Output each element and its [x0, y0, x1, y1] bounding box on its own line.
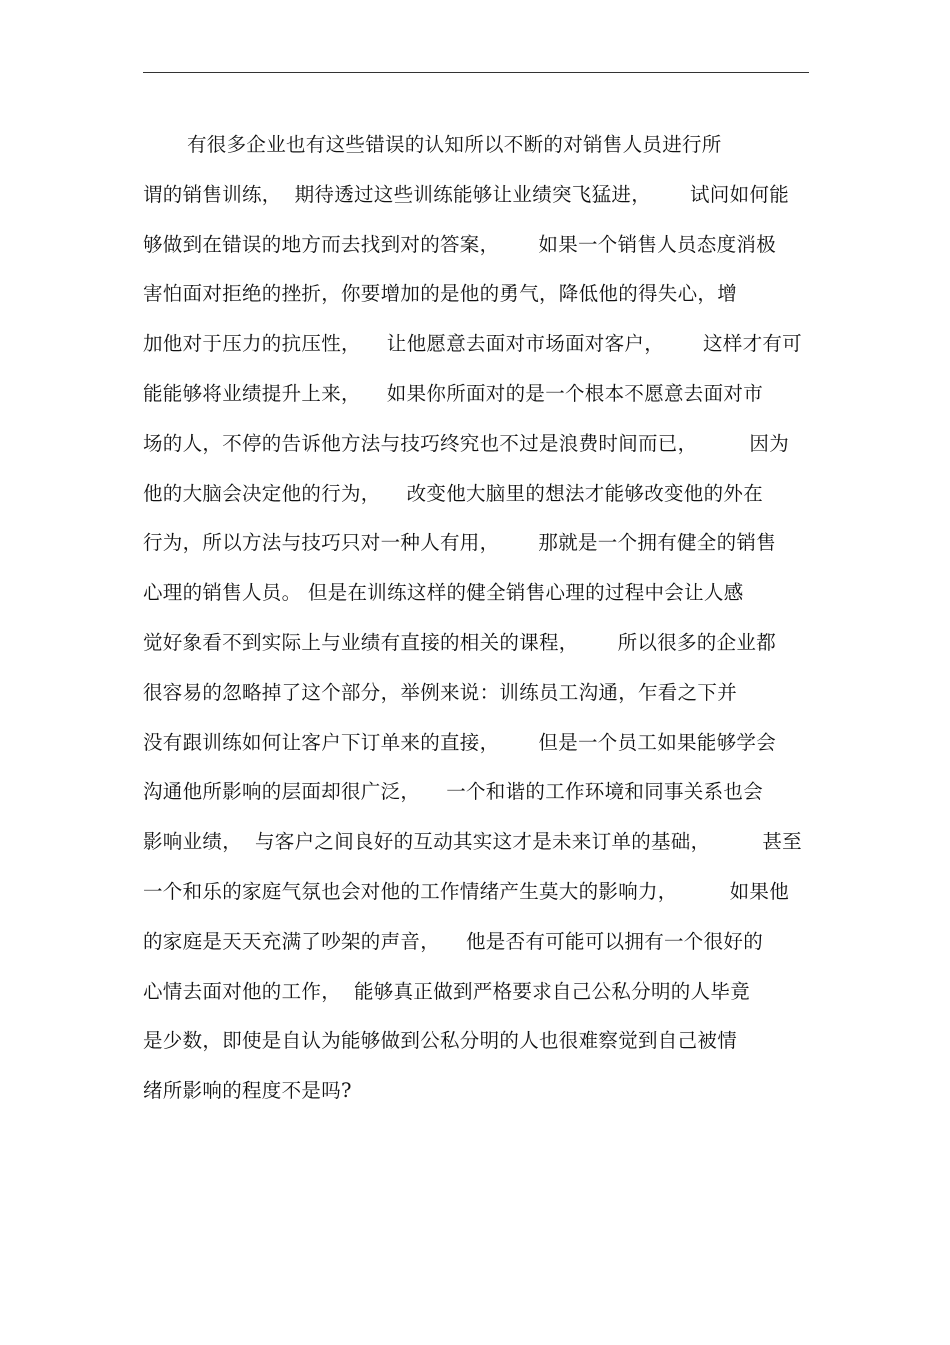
- text-line: 加他对于压力的抗压性， 让他愿意去面对市场面对客户， 这样才有可: [143, 332, 802, 356]
- text-line: 够做到在错误的地方而去找到对的答案， 如果一个销售人员态度消极: [143, 232, 776, 256]
- text-line: 场的人，不停的告诉他方法与技巧终究也不过是浪费时间而已， 因为: [143, 431, 789, 455]
- text-line: 有很多企业也有这些错误的认知所以不断的对销售人员进行所: [187, 133, 722, 156]
- text-line: 心理的销售人员。 但是在训练这样的健全销售心理的过程中会让人感: [143, 581, 744, 605]
- text-line: 谓的销售训练， 期待透过这些训练能够让业绩突飞猛进， 试问如何能: [143, 182, 789, 206]
- text-line: 没有跟训练如何让客户下订单来的直接， 但是一个员工如果能够学会: [143, 730, 776, 754]
- text-line: 的家庭是天天充满了吵架的声音， 他是否有可能可以拥有一个很好的: [143, 929, 763, 953]
- text-line: 一个和乐的家庭气氛也会对他的工作情绪产生莫大的影响力， 如果他: [143, 879, 789, 903]
- text-line: 他的大脑会决定他的行为， 改变他大脑里的想法才能够改变他的外在: [143, 481, 763, 505]
- text-line: 是少数，即使是自认为能够做到公私分明的人也很难察觉到自己被情: [143, 1029, 738, 1053]
- text-line: 影响业绩， 与客户之间良好的互动其实这才是未来订单的基础， 甚至: [143, 830, 802, 854]
- text-line: 沟通他所影响的层面却很广泛， 一个和谐的工作环境和同事关系也会: [143, 780, 763, 804]
- text-line: 很容易的忽略掉了这个部分，举例来说：训练员工沟通，乍看之下并: [143, 680, 738, 704]
- text-line: 行为，所以方法与技巧只对一种人有用， 那就是一个拥有健全的销售: [143, 531, 776, 555]
- body-paragraph: [143, 120, 813, 1116]
- text-line: 觉好象看不到实际上与业绩有直接的相关的课程， 所以很多的企业都: [143, 630, 776, 654]
- text-line: 心情去面对他的工作， 能够真正做到严格要求自己公私分明的人毕竟: [143, 979, 750, 1003]
- text-line: 绪所影响的程度不是吗?: [143, 1079, 352, 1103]
- text-line: 害怕面对拒绝的挫折，你要增加的是他的勇气，降低他的得失心，增: [143, 282, 738, 306]
- header-rule: [143, 72, 809, 73]
- text-line: 能能够将业绩提升上来， 如果你所面对的是一个根本不愿意去面对市: [143, 381, 763, 405]
